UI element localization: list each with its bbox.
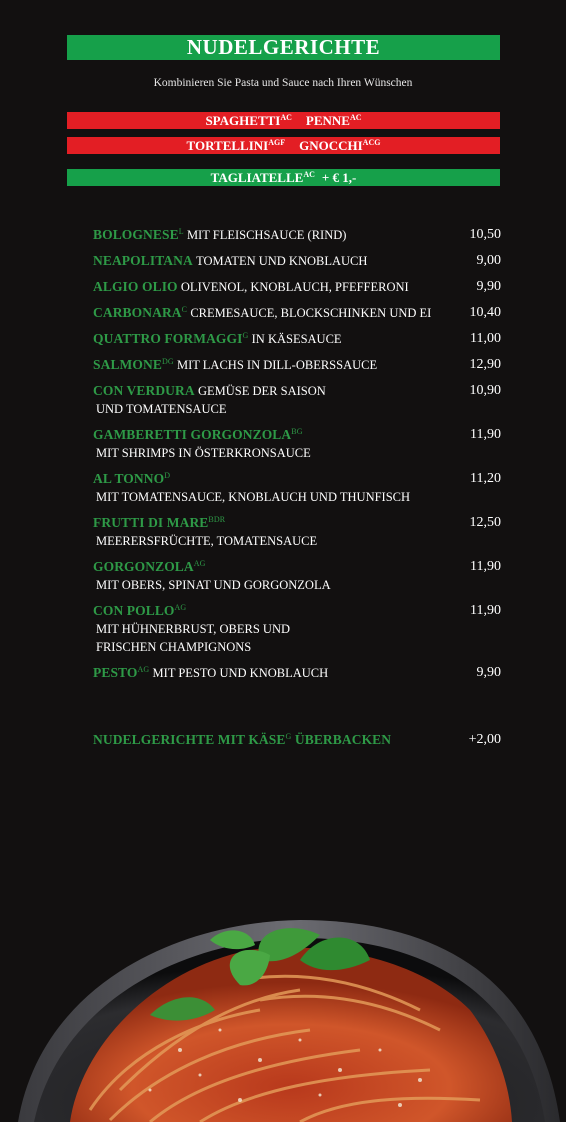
dish-description: OLIVENOL, KNOBLAUCH, PFEFFERONI: [180, 280, 409, 294]
dish-name: [93, 559, 206, 574]
dish-name-text: FRUTTI DI MARE: [93, 515, 209, 530]
dish-name-text: QUATTRO FORMAGGI: [93, 331, 243, 346]
menu-item-line: [93, 532, 501, 550]
extra-row: [93, 731, 501, 749]
pasta-name: TAGLIATELLE: [210, 170, 304, 185]
pasta-allergens: AC: [303, 170, 315, 179]
menu-item: [93, 426, 501, 462]
dish-allergens: L: [178, 227, 184, 236]
dish-price: 11,90: [470, 603, 501, 618]
menu-item-line: [93, 356, 501, 374]
dish-price: 11,00: [470, 331, 501, 346]
page-title: NUDELGERICHTE: [186, 35, 381, 59]
pasta-name: SPAGHETTI: [205, 113, 281, 128]
dish-price: 11,20: [470, 471, 501, 486]
dish-name: [93, 427, 303, 442]
pasta-photo: [0, 900, 566, 1122]
menu-item-line: [93, 400, 501, 418]
dish-description: MIT SHRIMPS IN ÖSTERKRONSAUCE: [96, 446, 311, 460]
pasta-name: GNOCCHI: [299, 138, 363, 153]
menu-item: [93, 514, 501, 550]
dish-price: 9,00: [476, 253, 501, 268]
dish-description: MEERERSFRÜCHTE, TOMATENSAUCE: [96, 534, 318, 548]
dish-name-text: CON VERDURA: [93, 383, 195, 398]
menu-item: [93, 602, 501, 656]
menu-item: [93, 664, 501, 682]
menu-item-line: [93, 444, 501, 462]
pasta-allergens: AGF: [268, 138, 286, 147]
pasta-bar: [67, 112, 500, 129]
pasta-bar: [67, 169, 500, 186]
pasta-name: PENNE: [305, 113, 350, 128]
dish-name-text: PESTO: [93, 665, 138, 680]
dish-name-text: NEAPOLITANA: [93, 253, 193, 268]
dish-price: 10,40: [469, 305, 501, 320]
menu-item-line: [93, 602, 501, 620]
menu-item-line: [93, 382, 501, 400]
dish-description: GEMÜSE DER SAISON: [197, 384, 326, 398]
menu-item-line: [93, 226, 501, 244]
dish-description: UND TOMATENSAUCE: [96, 402, 227, 416]
dish-description: MIT LACHS IN DILL-OBERSSAUCE: [176, 358, 378, 372]
menu-item-line: [93, 514, 501, 532]
dish-allergens: C: [181, 305, 188, 314]
menu-item: [93, 558, 501, 594]
dish-name: [93, 471, 170, 486]
dish-name-text: ALGIO OLIO: [93, 279, 178, 294]
pasta-allergens: ACG: [362, 138, 381, 147]
menu-item-line: [93, 304, 501, 322]
dish-allergens: BDR: [208, 515, 226, 524]
dish-allergens: AG: [137, 665, 150, 674]
pasta-surcharge: + € 1,-: [321, 170, 357, 185]
dish-price: 12,90: [469, 357, 501, 372]
dish-name: [93, 279, 178, 294]
dish-description: MIT FLEISCHSAUCE (RIND): [186, 228, 347, 242]
dish-name: [93, 331, 248, 346]
menu-item: [93, 304, 501, 322]
menu-item-line: [93, 576, 501, 594]
dish-name-text: CARBONARA: [93, 305, 182, 320]
dish-name: [93, 227, 184, 242]
dish-allergens: AG: [193, 559, 206, 568]
menu-item-line: [93, 638, 501, 656]
menu-item-line: [93, 470, 501, 488]
dish-price: 12,50: [469, 515, 501, 530]
menu-item-line: [93, 558, 501, 576]
dish-list: [93, 226, 501, 690]
dish-allergens: BG: [291, 427, 303, 436]
dish-name: [93, 305, 187, 320]
dish-name: [93, 357, 174, 372]
dish-name: [93, 253, 193, 268]
menu-item: [93, 252, 501, 270]
dish-name: [93, 383, 195, 398]
menu-item: [93, 356, 501, 374]
extra-price: +2,00: [468, 732, 501, 747]
page-subtitle: Kombinieren Sie Pasta und Sauce nach Ihren Wünschen: [153, 77, 413, 89]
dish-description: MIT TOMATENSAUCE, KNOBLAUCH UND THUNFISCH: [96, 490, 411, 504]
pasta-allergens: AC: [280, 113, 292, 122]
dish-price: 11,90: [470, 559, 501, 574]
menu-item: [93, 226, 501, 244]
dish-name: [93, 515, 225, 530]
dish-name-text: CON POLLO: [93, 603, 175, 618]
menu-item-line: [93, 278, 501, 296]
dish-description: CREMESAUCE, BLOCKSCHINKEN UND EI: [190, 306, 432, 320]
dish-allergens: DG: [161, 357, 174, 366]
title-banner: [67, 35, 500, 60]
dish-price: 9,90: [476, 279, 501, 294]
menu-item-line: [93, 620, 501, 638]
dish-name-text: GORGONZOLA: [93, 559, 194, 574]
dish-description: MIT PESTO UND KNOBLAUCH: [152, 666, 329, 680]
menu-item: [93, 278, 501, 296]
dish-allergens: D: [164, 471, 171, 480]
dish-description: IN KÄSESAUCE: [251, 332, 342, 346]
dish-name-text: SALMONE: [93, 357, 162, 372]
dish-description: FRISCHEN CHAMPIGNONS: [96, 640, 252, 654]
dish-name: [93, 665, 149, 680]
menu-item-line: [93, 252, 501, 270]
dish-price: 11,90: [470, 427, 501, 442]
dish-name: [93, 603, 186, 618]
dish-price: 9,90: [476, 665, 501, 680]
pasta-allergens: AC: [349, 113, 362, 122]
extra-name: NUDELGERICHTE MIT $KÄSE^G$ ÜBERBACKEN: [93, 732, 392, 747]
pasta-bar: [67, 137, 500, 154]
dish-allergens: AG: [174, 603, 187, 612]
dish-price: 10,90: [469, 383, 501, 398]
dish-name-text: AL TONNO: [93, 471, 165, 486]
menu-item: [93, 382, 501, 418]
menu-item-line: [93, 426, 501, 444]
dish-name-text: GAMBERETTI GORGONZOLA: [93, 427, 292, 442]
menu-item: [93, 330, 501, 348]
dish-name-text: BOLOGNESE: [93, 227, 179, 242]
dish-description: MIT OBERS, SPINAT UND GORGONZOLA: [96, 578, 331, 592]
menu-item: [93, 470, 501, 506]
dish-price: 10,50: [469, 227, 501, 242]
dish-description: TOMATEN UND KNOBLAUCH: [196, 254, 368, 268]
dish-description: MIT HÜHNERBRUST, OBERS UND: [96, 622, 291, 636]
pasta-name: TORTELLINI: [186, 138, 269, 153]
menu-item-line: [93, 488, 501, 506]
menu-item-line: [93, 664, 501, 682]
dish-allergens: G: [242, 331, 249, 340]
menu-item-line: [93, 330, 501, 348]
